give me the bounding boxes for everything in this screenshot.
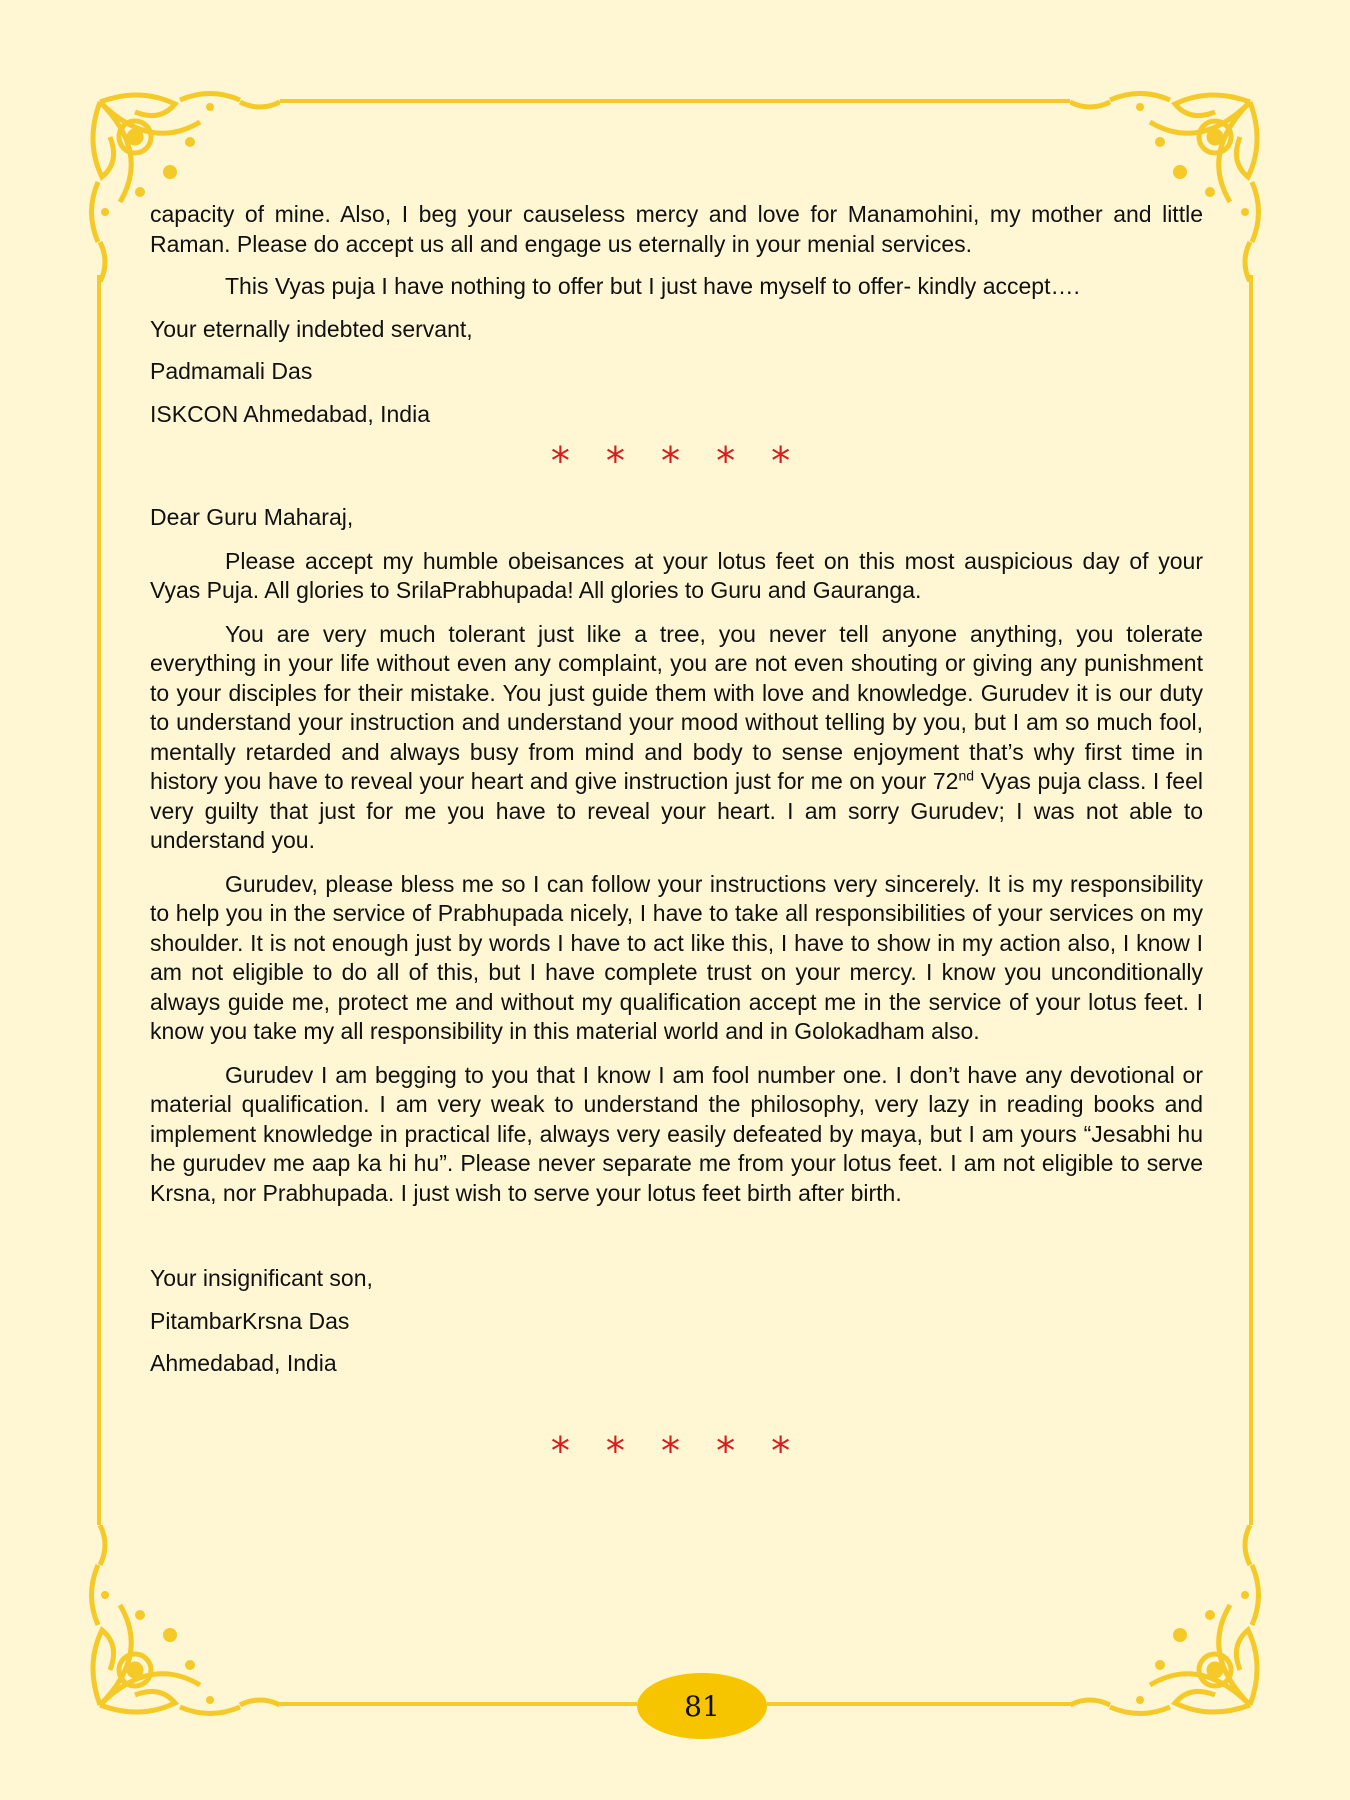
corner-ornament-bottom-right [1070, 1525, 1270, 1725]
corner-ornament-bottom-left [80, 1525, 280, 1725]
letter1-continuation: capacity of mine. Also, I beg your causeless mercy and love for Manamohini, my mother and little Raman. Please do accept us all and engage us eternally in your menial services. [150, 201, 1203, 257]
separator-stars: * * * * * [550, 439, 803, 483]
letter2-paragraph-2-end: Vyas puja class. I feel very guilty that just for me you have to reveal your heart. I am sorry Gurudev; I was not able to understand you. [150, 768, 1203, 853]
letter2-paragraph-2-start: You are very much tolerant just like a tree, you never tell anyone anything, you tolerate everything in your life without even any complaint, you are not even shouting or giving any punishment to your disciples for their mistake. You just guide them with love and knowledge. Gurudev it is our duty to understand your instruction and understand your mood without telling by you, but I am so much fool, mentally retarded and always busy from mind and body to sense enjoyment that’s why first time in history you have to reveal your heart and give instruction just for me on your 72 [150, 620, 1203, 794]
letter1-offering: This Vyas puja I have nothing to offer but I just have myself to offer- kindly accept…. [225, 273, 1080, 299]
border-bottom-left [280, 1702, 637, 1706]
separator-stars-bottom: * * * * * [550, 1428, 803, 1473]
letter2-signature-name: PitambarKrsna Das [150, 1307, 350, 1334]
page-number-badge [637, 1673, 767, 1739]
letter2-paragraph-1: Please accept my humble obeisances at your lotus feet on this most auspicious day of your Vyas Puja. All glories to SrilaPrabhupada! All glories to Guru and Gauranga. [150, 547, 1203, 603]
letter2-paragraph-4: Gurudev I am begging to you that I know I am fool number one. I don’t have any devotional or material qualification. I am very weak to understand the philosophy, very lazy in reading books and implement knowledge in practical life, always very easily defeated by maya, but I am yours “Jesabhi hu he gurudev me aap ka hi hu”. Please never separate me from your lotus feet. I am not eligible to serve Krsna, nor Prabhupada. I just wish to serve your lotus feet birth after birth. [150, 1061, 1203, 1206]
letter1-signature-name: Padmamali Das [150, 358, 313, 384]
letter1-closing: Your eternally indebted servant, [150, 315, 473, 342]
border-right [1249, 275, 1253, 1525]
letter2-closing: Your insignificant son, [150, 1265, 373, 1291]
letter2-signature-place: Ahmedabad, India [150, 1350, 337, 1376]
page-body [150, 200, 1203, 1471]
letter1-signature-place: ISKCON Ahmedabad, India [150, 400, 430, 427]
letter2-salutation: Dear Guru Maharaj, [150, 504, 354, 530]
ordinal-suffix: nd [958, 767, 975, 784]
border-top [280, 99, 1070, 103]
border-left [97, 275, 101, 1525]
letter2-paragraph-2 [150, 620, 1203, 856]
letter2-paragraph-3: Gurudev, please bless me so I can follow your instructions very sincerely. It is my responsibility to help you in the service of Prabhupada nicely, I have to take all responsibilities of your services on my shoulder. It is not enough just by words I have to act like this, I have to show in my action also, I know I am not eligible to do all of this, but I have complete trust on your mercy. I know you unconditionally always guide me, protect me and without my qualification accept me in the service of your lotus feet. I know you take my all responsibility in this material world and in Golokadham also. [150, 870, 1203, 1044]
page-number: 81 [684, 1689, 720, 1723]
border-bottom-right [767, 1702, 1070, 1706]
